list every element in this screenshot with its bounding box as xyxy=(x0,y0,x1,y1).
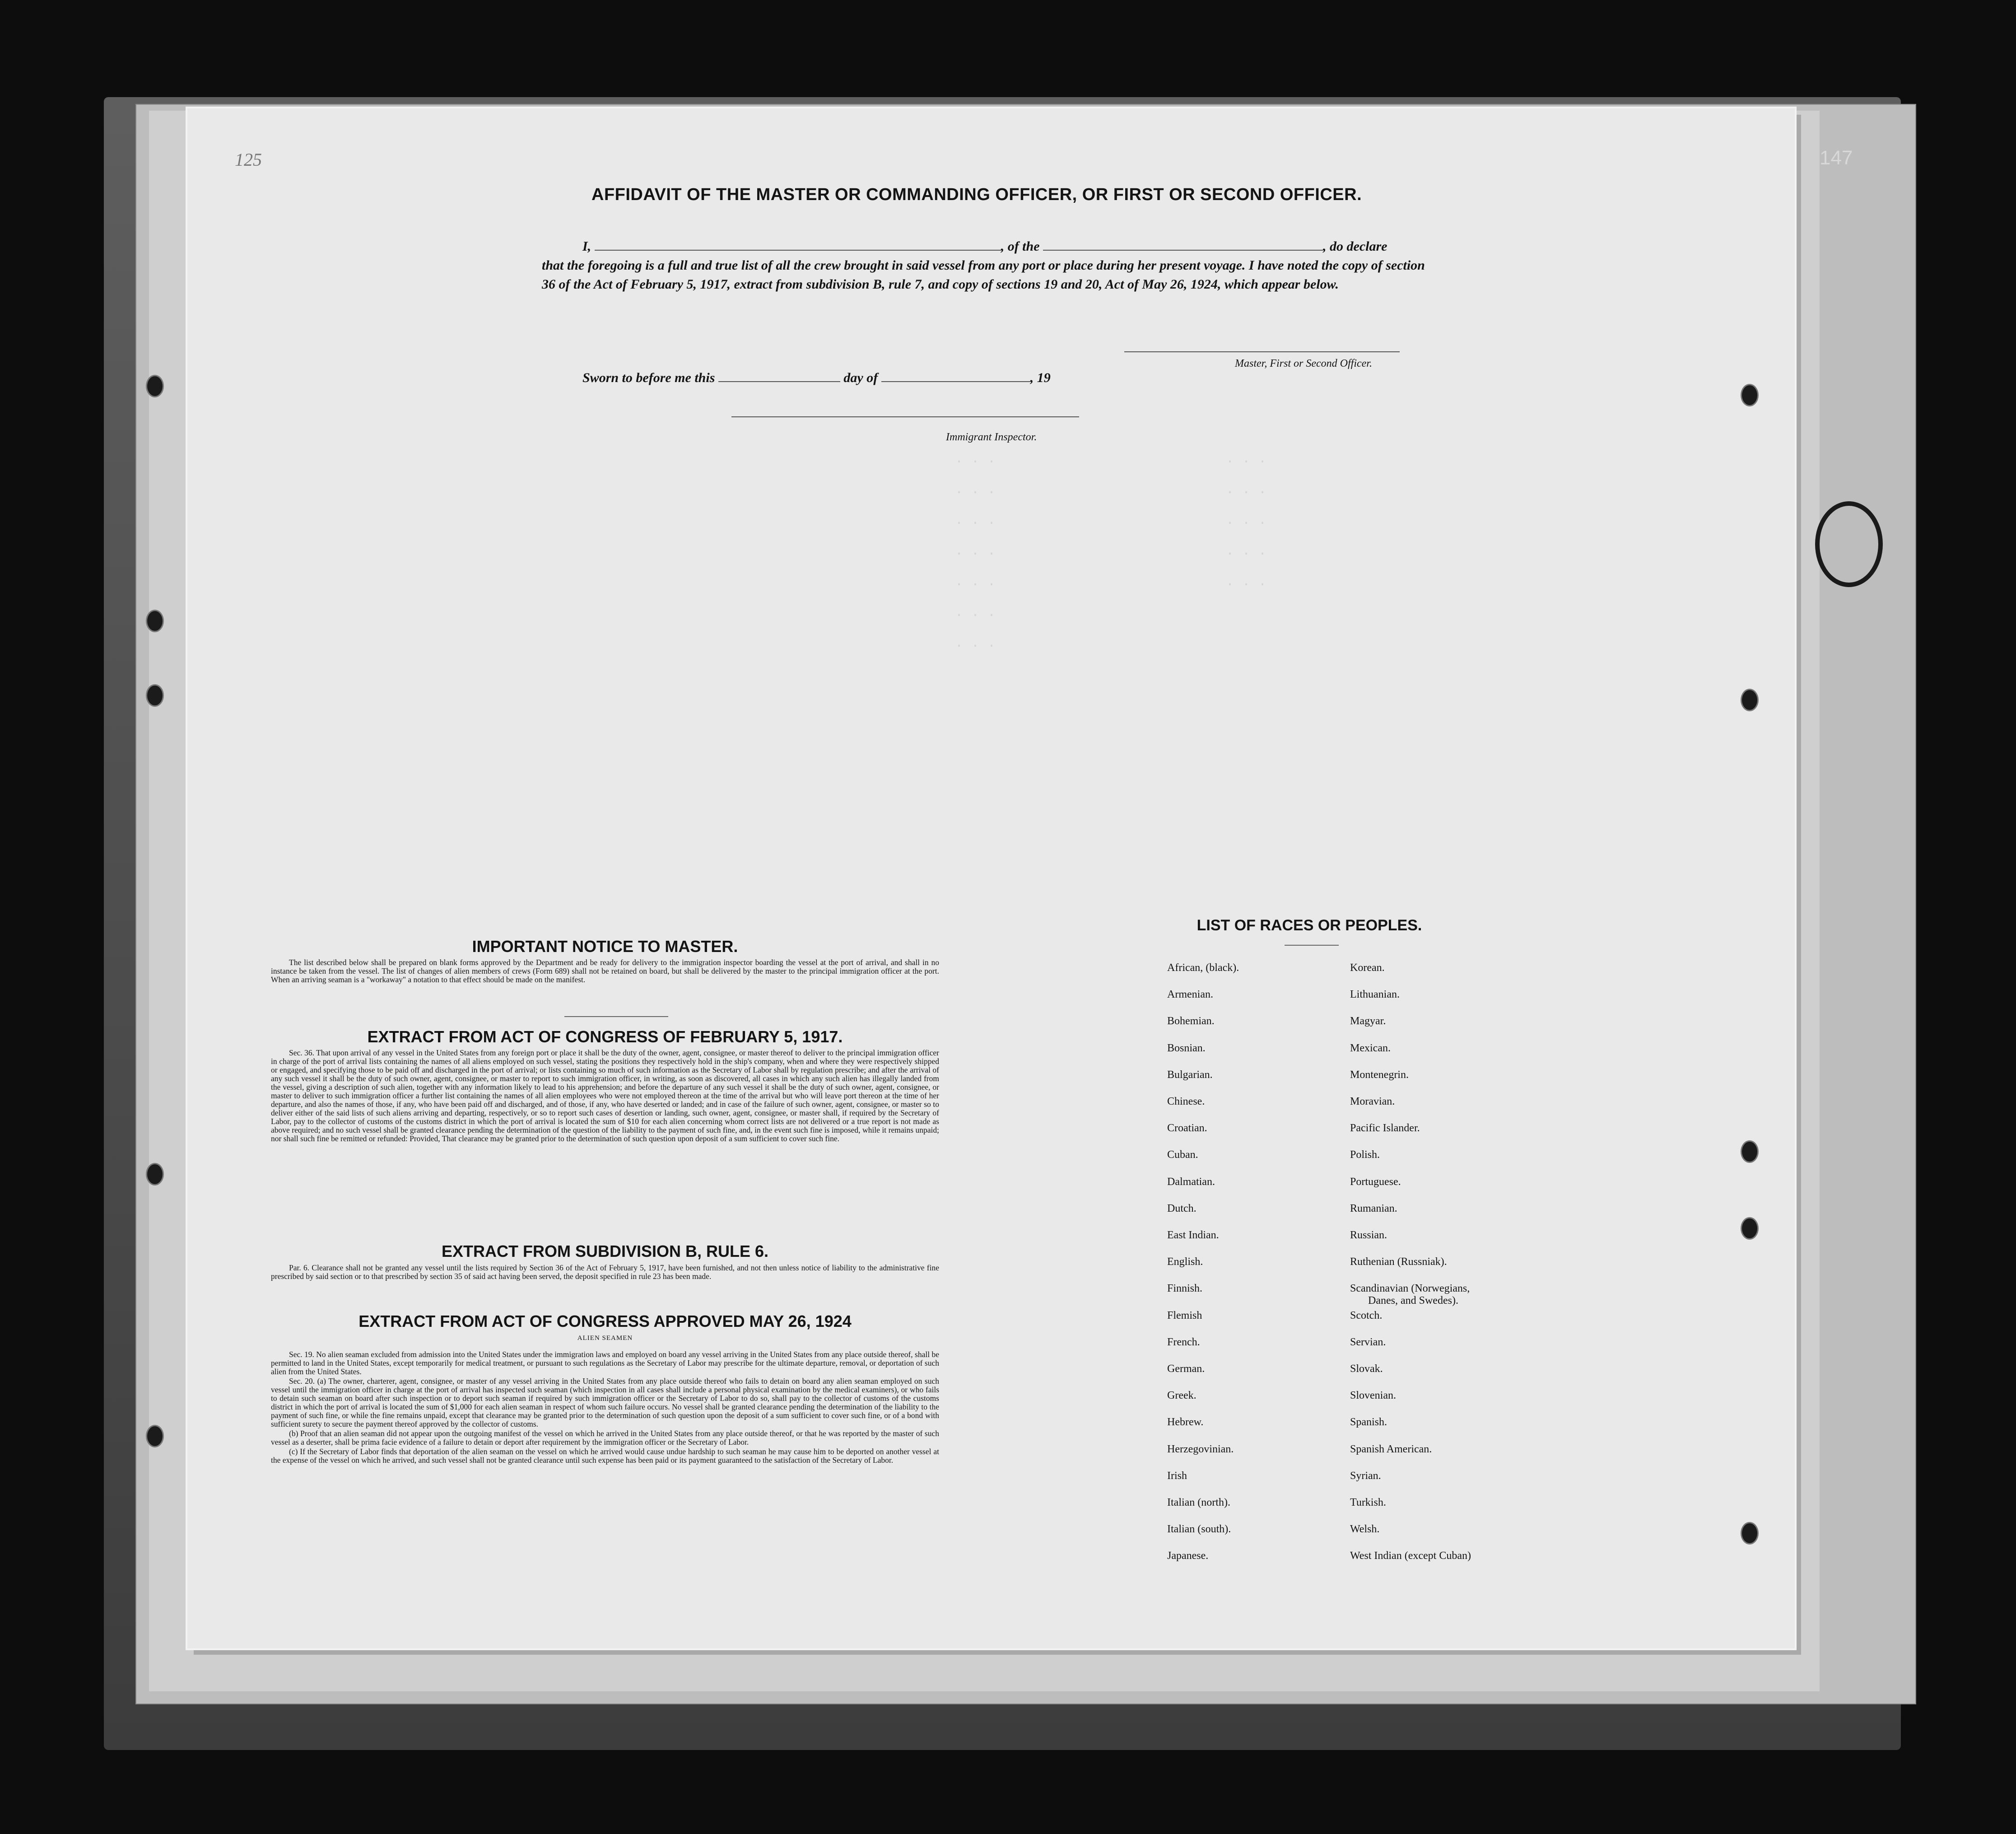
rule-6-text xyxy=(271,1264,939,1282)
bleed-through-texture: . . . . . . . . . . . . . . . . . . . . . . . . . . . . . . . . . . . . xyxy=(955,452,1267,651)
race-item: French. xyxy=(1167,1336,1200,1348)
extract-1924-title: EXTRACT FROM ACT OF CONGRESS APPROVED MAY 26, 1924 xyxy=(359,1312,852,1330)
affidavit-title: AFFIDAVIT OF THE MASTER OR COMMANDING OFFICER, OR FIRST OR SECOND OFFICER. xyxy=(591,185,1362,204)
race-item-continuation: Danes, and Swedes). xyxy=(1368,1295,1458,1307)
race-item: Japanese. xyxy=(1167,1550,1209,1562)
binder-hole xyxy=(1741,1522,1759,1545)
binder-hole xyxy=(1741,1140,1759,1163)
race-item: Servian. xyxy=(1350,1336,1386,1348)
affidavit-body: that the foregoing is a full and true list of all the crew brought in said vessel from any port or place during her present voyage. I have noted the copy of section 36 of the Act of February 5, 1917, extract from subdivision B, rule 7, and copy of sections 19 and 20, Act of May 26, 1924, which appear below. xyxy=(542,258,1425,292)
race-item: Moravian. xyxy=(1350,1096,1395,1107)
race-item: Rumanian. xyxy=(1350,1203,1397,1214)
race-item: Scotch. xyxy=(1350,1310,1383,1321)
rule-6-title: EXTRACT FROM SUBDIVISION B, RULE 6. xyxy=(441,1242,769,1260)
declarant-name-field[interactable] xyxy=(595,250,1001,251)
vessel-name-field[interactable] xyxy=(1043,250,1323,251)
binder-hole xyxy=(146,1425,164,1447)
sec-20a-paragraph: Sec. 20. (a) The owner, charterer, agent, consignee, or master of any vessel arriving in the United States from any place outside thereof who fails to detain on board any alien seaman employed on such vessel until the immigration officer in charge at the port of arrival has inspected such seaman (which inspection in all cases shall include a personal physical examination by the medical examiners), or who fails to detain such seaman on board after such inspection or to deport such seaman if required by such immigration officer or the Secretary of Labor to do so, shall pay to the collector of customs of the customs district in which the port of arrival is located the sum of $1,000 for each alien seaman in respect of whom such failure occurs. No vessel shall be granted clearance pending the determination of the liability to the payment of such fine, or while the fine remains unpaid, except that clearance may be granted prior to the determination of such question upon the deposit of a sum sufficient to cover such fine, or of a bond with sufficient surety to secure the payment thereof approved by the collector of customs. xyxy=(271,1377,939,1428)
extract-1924-text xyxy=(271,1350,939,1465)
of-the-label: , of the xyxy=(1001,239,1040,254)
race-item: Russian. xyxy=(1350,1229,1387,1241)
race-item: Italian (south). xyxy=(1167,1523,1231,1535)
race-item: Pacific Islander. xyxy=(1350,1122,1420,1134)
race-item: Slovak. xyxy=(1350,1363,1383,1375)
binder-hole xyxy=(146,1163,164,1185)
race-item: Bohemian. xyxy=(1167,1015,1215,1027)
race-item: East Indian. xyxy=(1167,1229,1219,1241)
race-item: Syrian. xyxy=(1350,1470,1381,1482)
race-item: Dutch. xyxy=(1167,1203,1197,1214)
race-item: Dalmatian. xyxy=(1167,1176,1215,1188)
extract-1917-title: EXTRACT FROM ACT OF CONGRESS OF FEBRUARY 5, 1917. xyxy=(367,1027,843,1046)
race-item: Ruthenian (Russniak). xyxy=(1350,1256,1447,1268)
do-declare-label: , do declare xyxy=(1323,239,1387,254)
sec-20b-paragraph: (b) Proof that an alien seaman did not appear upon the outgoing manifest of the vessel on which he arrived in the United States from any place outside thereof, or that he was reported by the master of such vessel as a deserter, shall be prima facie evidence of a failure to detain or deport after requirement by the immigration officer or the Secretary of Labor. xyxy=(271,1429,939,1447)
race-item: Scandinavian (Norwegians, xyxy=(1350,1283,1470,1294)
race-item: Herzegovinian. xyxy=(1167,1443,1234,1455)
race-item: Slovenian. xyxy=(1350,1390,1396,1401)
sworn-statement xyxy=(582,370,1051,386)
race-item: German. xyxy=(1167,1363,1205,1375)
inspector-signature-caption: Immigrant Inspector. xyxy=(946,431,1037,443)
race-item: Korean. xyxy=(1350,962,1385,974)
alien-seamen-subtitle: ALIEN SEAMEN xyxy=(577,1335,633,1342)
race-item: English. xyxy=(1167,1256,1203,1268)
master-signature-line[interactable] xyxy=(1124,351,1400,352)
extract-1917-text xyxy=(271,1049,939,1144)
page-number: 147 xyxy=(1820,147,1853,169)
race-item: Polish. xyxy=(1350,1149,1380,1161)
notice-title: IMPORTANT NOTICE TO MASTER. xyxy=(472,937,738,956)
race-item: Mexican. xyxy=(1350,1042,1391,1054)
section-divider xyxy=(564,1016,668,1017)
race-item: Greek. xyxy=(1167,1390,1197,1401)
race-item: Hebrew. xyxy=(1167,1416,1204,1428)
race-item: African, (black). xyxy=(1167,962,1239,974)
race-item: Spanish American. xyxy=(1350,1443,1432,1455)
par-6-paragraph: Par. 6. Clearance shall not be granted any vessel until the lists required by Section 36 of the Act of February 5, 1917, have been furnished, and not then unless notice of liability to the administrative fine prescribed by said section or to that prescribed by section 35 of said act having been served, the deposit specified in rule 23 has been made. xyxy=(271,1263,939,1281)
sec-20c-paragraph: (c) If the Secretary of Labor finds that deportation of the alien seaman on the vessel on which he arrived would cause undue hardship to such seaman he may cause him to be deported on another vessel at the expense of the vessel on which he arrived, and such vessel shall not be granted clearance until such expense has been paid or its payment guaranteed to the satisfaction of the Secretary of Labor. xyxy=(271,1447,939,1465)
race-item: Welsh. xyxy=(1350,1523,1380,1535)
binder-hole xyxy=(146,610,164,632)
inspector-signature-line[interactable] xyxy=(731,416,1079,417)
year-prefix: , 19 xyxy=(1030,370,1051,385)
race-item: Spanish. xyxy=(1350,1416,1387,1428)
day-of-label: day of xyxy=(843,370,878,385)
master-signature-caption: Master, First or Second Officer. xyxy=(1235,358,1372,369)
section-36-paragraph: Sec. 36. That upon arrival of any vessel in the United States from any foreign port or place it shall be the duty of the owner, agent, consignee, or master thereof to deliver to the principal immigration officer in charge of the port of arrival lists containing the names of all aliens employed on such vessel, stating the positions they respectively hold in the ship's company, when and where they were respectively shipped or engaged, and specifying those to be paid off and discharged in the port of arrival; or lists containing so much of such information as the Secretary of Labor shall by regulation prescribe; and after the arrival of any such vessel it shall be the duty of such owner, agent, consignee, or master to report to such immigration officer, in writing, as soon as discovered, all cases in which any such alien has illegally landed from the vessel, giving a description of such alien, together with any information likely to lead to his apprehension; and before the departure of any such vessel it shall be the duty of such owner, agent, consignee, or master to deliver to such immigration officer a further list containing the names of all alien employees who were not employed thereon at the time of the arrival but who will leave port thereon at the time of her departure, and also the names of those, if any, who have been paid off and discharged, and of those, if any, who have deserted or landed; and in case of the failure of such owner, agent, consignee, or master so to deliver either of the said lists of such aliens arriving and departing, respectively, or so to report such cases of desertion or landing, such owner, agent, consignee, or master shall, if required by the Secretary of Labor, pay to the collector of customs of the customs district in which the port of arrival is located the sum of $10 for each alien concerning whom correct lists are not delivered or a true report is not made as above required; and no such vessel shall be granted clearance pending the determination of the question of the liability to the payment of such fine, and, in the event such fine is imposed, while it remains unpaid; nor shall such fine be remitted or refunded: Provided, That clearance may be granted prior to the determination of such question upon deposit of a sum sufficient to cover such fine. xyxy=(271,1048,939,1143)
sworn-month-field[interactable] xyxy=(881,381,1030,382)
race-item: Portuguese. xyxy=(1350,1176,1401,1188)
declarant-prefix: I, xyxy=(582,239,591,254)
binder-hole xyxy=(146,375,164,397)
race-item: Turkish. xyxy=(1350,1497,1386,1508)
race-item: Bulgarian. xyxy=(1167,1069,1213,1081)
notice-paragraph: The list described below shall be prepared on blank forms approved by the Department and be ready for delivery to the immigration inspector boarding the vessel at the port of arrival, and shall in no instance be taken from the vessel. The list of changes of alien members of crews (Form 689) shall not be retained on board, but shall be delivered by the master to the principal immigration officer at the port. When an arriving seaman is a "workaway" a notation to that effect should be made on the manifest. xyxy=(271,958,939,984)
handwritten-mark xyxy=(1815,501,1883,587)
races-title: LIST OF RACES OR PEOPLES. xyxy=(1197,917,1422,934)
race-item: Magyar. xyxy=(1350,1015,1386,1027)
race-item: Irish xyxy=(1167,1470,1187,1482)
race-item: Armenian. xyxy=(1167,989,1213,1000)
race-item: Montenegrin. xyxy=(1350,1069,1409,1081)
notice-text xyxy=(271,958,939,985)
race-item: Lithuanian. xyxy=(1350,989,1400,1000)
binder-hole xyxy=(146,684,164,707)
sec-19-paragraph: Sec. 19. No alien seaman excluded from admission into the United States under the immigration laws and employed on board any vessel arriving in the United States from any place outside thereof, shall be permitted to land in the United States, except temporarily for medical treatment, or pursuant to such regulations as the Secretary of Labor may prescribe for the ultimate departure, removal, or deportation of such alien from the United States. xyxy=(271,1350,939,1376)
sworn-prefix: Sworn to before me this xyxy=(582,370,715,385)
race-item: Finnish. xyxy=(1167,1283,1203,1294)
binder-hole xyxy=(1741,1217,1759,1240)
sworn-day-field[interactable] xyxy=(718,381,840,382)
race-item: Cuban. xyxy=(1167,1149,1198,1161)
race-item: Italian (north). xyxy=(1167,1497,1230,1508)
race-item: Croatian. xyxy=(1167,1122,1207,1134)
races-title-rule xyxy=(1285,945,1339,946)
race-item: Bosnian. xyxy=(1167,1042,1206,1054)
binder-hole xyxy=(1741,689,1759,711)
race-item: Chinese. xyxy=(1167,1096,1205,1107)
race-item: Flemish xyxy=(1167,1310,1202,1321)
race-item: West Indian (except Cuban) xyxy=(1350,1550,1471,1562)
affidavit-statement xyxy=(542,237,1436,294)
binder-hole xyxy=(1741,384,1759,406)
corner-mark: 125 xyxy=(235,149,262,170)
